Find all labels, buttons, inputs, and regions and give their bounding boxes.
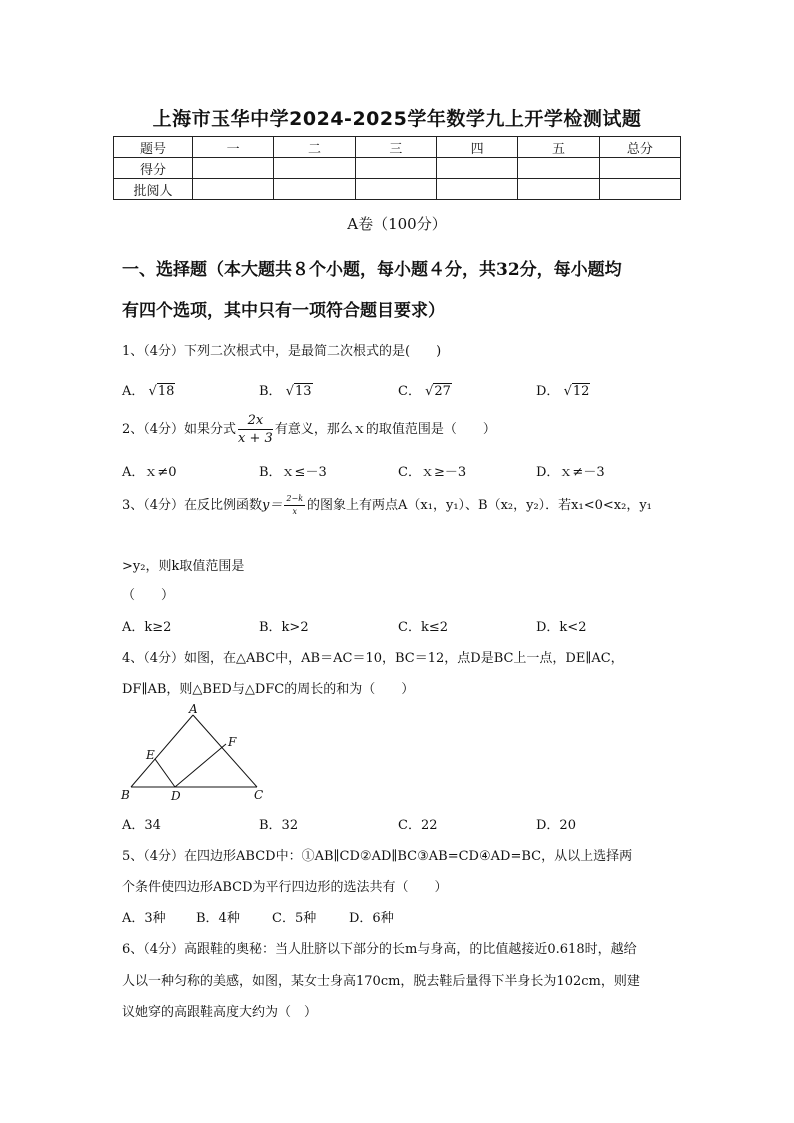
score-cell[interactable] — [518, 179, 599, 200]
score-cell[interactable] — [436, 158, 517, 179]
score-cell[interactable] — [193, 179, 274, 200]
segment-de — [155, 759, 175, 787]
radicand: 13 — [295, 384, 312, 399]
score-table-header-row — [114, 137, 681, 158]
score-header-cell: 二 — [274, 137, 355, 158]
section-heading-line1: 一、选择题（本大题共８个小题，每小题４分，共32分，每小题均 — [122, 260, 622, 280]
q2-option-d: D．ｘ≠－3 — [536, 465, 605, 480]
question-2-stem — [122, 414, 496, 445]
segment-df — [175, 744, 226, 787]
q3-line2: >y₂，则k取值范围是 — [122, 559, 245, 574]
vertex-label-c: C — [254, 788, 264, 802]
q5-option-d: D．6种 — [349, 911, 394, 926]
q4-option-d: D．20 — [536, 818, 576, 833]
vertex-label-b: B — [121, 788, 130, 802]
question-6-line3: 议她穿的高跟鞋高度大约为（ ） — [122, 1005, 318, 1020]
question-5-line1: 5、（4分）在四边形ABCD中：①AB∥CD②AD∥BC③AB=CD④AD=BC，从以上选择两 — [122, 849, 633, 864]
q3-option-d: D．k<2 — [536, 620, 587, 635]
q4-option-c: C．22 — [398, 818, 438, 833]
q2-option-a: A．ｘ≠0 — [122, 465, 177, 480]
score-cell[interactable] — [193, 158, 274, 179]
fraction-numerator: 2x — [238, 414, 273, 430]
score-cell[interactable] — [274, 179, 355, 200]
section-heading-line2: 有四个选项，其中只有一项符合题目要求） — [122, 301, 445, 321]
score-header-cell: 一 — [193, 137, 274, 158]
score-cell[interactable] — [355, 158, 436, 179]
page-title: 上海市玉华中学2024-2025学年数学九上开学检测试题 — [152, 108, 642, 130]
q1-option-c: C． √27 — [398, 384, 451, 399]
score-table-row — [114, 179, 681, 200]
score-header-cell: 三 — [355, 137, 436, 158]
q4-option-a: A．34 — [122, 818, 161, 833]
score-table-row — [114, 158, 681, 179]
volume-heading: A卷（100分） — [347, 215, 447, 233]
fraction — [238, 414, 273, 445]
score-cell[interactable] — [599, 179, 680, 200]
radicand: 12 — [572, 384, 590, 399]
q5-option-c: C．5种 — [272, 911, 317, 926]
radicand: 18 — [157, 384, 175, 399]
triangle-figure — [115, 702, 275, 802]
fraction-numerator: 2−k — [284, 495, 305, 506]
score-table — [113, 136, 681, 200]
q3-y-equals: y＝ — [262, 498, 283, 513]
q1-option-d: D． √12 — [536, 384, 590, 399]
question-4-line1: 4、（4分）如图，在△ABC中，AB＝AC＝10，BC＝12，点D是BC上一点，DE∥AC， — [122, 651, 624, 666]
fraction-denominator: x + 3 — [238, 431, 273, 446]
score-header-cell: 五 — [518, 137, 599, 158]
q3-option-b: B．k>2 — [259, 620, 309, 635]
question-3-stem — [122, 494, 652, 516]
vertex-label-d: D — [171, 789, 181, 802]
score-row-label: 批阅人 — [114, 179, 193, 200]
question-1-stem: 1、（4分）下列二次根式中，是最简二次根式的是( ) — [122, 344, 442, 359]
score-row-label: 得分 — [114, 158, 193, 179]
score-header-cell: 四 — [436, 137, 517, 158]
q2-option-b: B．ｘ≤－3 — [259, 465, 327, 480]
score-cell[interactable] — [355, 179, 436, 200]
question-5-line2: 个条件使四边形ABCD为平行四边形的选法共有（ ） — [122, 880, 448, 895]
question-6-line1: 6、（4分）高跟鞋的奥秘：当人肚脐以下部分的长m与身高，的比值越接近0.618时，越给 — [122, 942, 637, 957]
option-label: C． — [398, 384, 421, 399]
question-4-line2: DF∥AB，则△BED与△DFC的周长的和为（ ） — [122, 682, 415, 697]
q4-option-b: B．32 — [259, 818, 299, 833]
radicand: 27 — [434, 384, 451, 399]
q1-option-a: A． √18 — [122, 384, 175, 399]
q3-prefix: 3、（4分）在反比例函数 — [122, 498, 263, 513]
vertex-label-e: E — [146, 748, 155, 762]
segment-ac — [193, 715, 257, 787]
score-cell[interactable] — [274, 158, 355, 179]
q2-prefix: 2、（4分）如果分式 — [122, 422, 237, 437]
score-cell[interactable] — [518, 158, 599, 179]
question-6-line2: 人以一种匀称的美感，如图，某女士身高170cm，脱去鞋后量得下半身长为102cm，则建 — [122, 974, 640, 989]
option-label: D． — [536, 384, 560, 399]
option-label: B． — [259, 384, 282, 399]
option-label: A． — [122, 384, 145, 399]
fraction — [284, 495, 305, 516]
q2-option-c: C．ｘ≥－3 — [398, 465, 467, 480]
vertex-label-a: A — [189, 702, 198, 716]
score-header-cell: 总分 — [599, 137, 680, 158]
q5-option-a: A．3种 — [122, 911, 166, 926]
q5-option-b: B．4种 — [196, 911, 240, 926]
q2-suffix: 有意义，那么ｘ的取值范围是（ ） — [274, 422, 496, 437]
q3-option-a: A．k≥2 — [122, 620, 172, 635]
vertex-label-f: F — [228, 735, 237, 749]
fraction-denominator: x — [292, 507, 297, 516]
score-cell[interactable] — [599, 158, 680, 179]
q3-line3: （ ） — [122, 588, 175, 603]
score-header-cell: 题号 — [114, 137, 193, 158]
q1-option-b: B． √13 — [259, 384, 312, 399]
q3-suffix: 的图象上有两点A（x₁，y₁）、B（x₂，y₂）．若x₁<0<x₂，y₁ — [307, 498, 652, 513]
score-cell[interactable] — [436, 179, 517, 200]
segment-ab — [131, 715, 193, 787]
q3-option-c: C．k≤2 — [398, 620, 448, 635]
